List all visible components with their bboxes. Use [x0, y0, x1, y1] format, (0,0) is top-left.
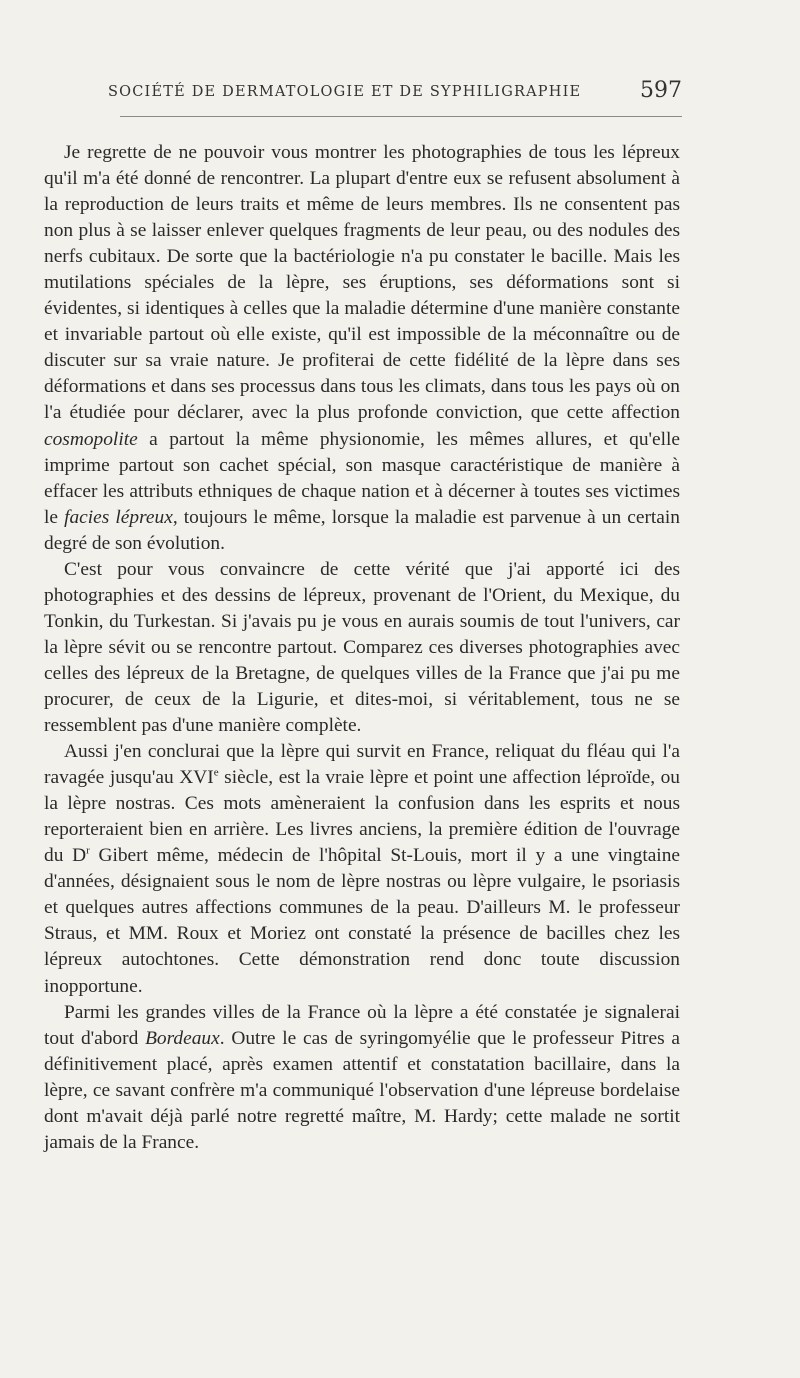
body-text	[44, 140, 680, 1156]
paragraph-4	[44, 1000, 680, 1156]
page-number: 597	[640, 78, 682, 103]
paragraph-4-text-2: . Outre le cas de syringomyélie que le professeur Pitres a définitivement placé, après examen attentif et constatation bacillaire, dans la lèpre, ce savant confrère m'a communiqué l'observation d'une lépreuse bordelaise dont m'avait déjà parlé notre regretté maître, M. Hardy; cette malade ne sortit jamais de la France.	[44, 1027, 681, 1153]
paragraph-3-text-3: Gibert même, médecin de l'hôpital St-Louis, mort il y a une vingtaine d'années, désignaient sous le nom de lèpre nostras ou lèpre vulgaire, le psoriasis et quelques autres affections communes de la peau. D'ailleurs M. le professeur Straus, et MM. Roux et Moriez ont constaté la présence de bacilles chez les lépreux autochtones. Cette démonstration rend donc toute discussion inopportune.	[44, 845, 680, 997]
paragraph-1-text-1: Je regrette de ne pouvoir vous montrer les photographies de tous les lépreux qu'il m'a été donné de rencontrer. La plupart d'entre eux se refusent absolument à la reproduction de leurs traits et même de leurs membres. Ils ne consentent pas non plus à se laisser enlever quelques fragments de leur peau, ou des nodules des nerfs cubitaux. De sorte que la bactériologie n'a pu constater le bacille. Mais les mutilations spéciales de la lèpre, ses éruptions, ses déformations sont si évidentes, si identiques à celles que la maladie détermine d'une manière constante et invariable partout où elle existe, qu'il est impossible de la méconnaître ou de discuter sur sa vraie nature. Je profiterai de cette fidélité de la lèpre dans ses déformations et dans ses processus dans tous les climats, dans tous les pays où on l'a étudiée pour déclarer, avec la plus profonde conviction, que cette affection	[44, 142, 680, 424]
paragraph-1-italic-cosmopolite: cosmopolite	[44, 428, 138, 450]
paragraph-3-sup-2: r	[86, 844, 90, 857]
running-title: SOCIÉTÉ DE DERMATOLOGIE ET DE SYPHILIGRAPHIE	[108, 84, 582, 100]
paragraph-1-text-2: a partout la même physionomie, les mêmes allures, et qu'elle imprime partout son cachet spécial, son masque caractéristique de manière à effacer les attributs ethniques de chaque nation et à décerner à toutes ses victimes le	[44, 428, 680, 528]
paragraph-2-text-1: C'est pour vous convaincre de cette vérité que j'ai apporté ici des photographies et des dessins de lépreux, provenant de l'Orient, du Mexique, du Tonkin, du Turkestan. Si j'avais pu je vous en aurais soumis de tout l'univers, car la lèpre sévit ou se rencontre partout. Comparez ces diverses photographies avec celles des lépreux de la Bretagne, de quelques villes de la France que j'ai pu me procurer, de ceux de la Ligurie, et dites-moi, si véritablement, tous ne se ressemblent pas d'une manière complète.	[44, 558, 680, 737]
paragraph-2	[44, 557, 680, 739]
page-header	[108, 78, 682, 108]
paragraph-3-sup-1: e	[213, 766, 219, 779]
paragraph-1-italic-facies: facies lépreux	[64, 506, 173, 528]
paragraph-4-italic-bordeaux: Bordeaux	[145, 1027, 220, 1049]
paragraph-1	[44, 140, 680, 557]
paragraph-3-text-2: siècle, est la vraie lèpre et point une affection léproïde, ou la lèpre nostras. Ces mots amèneraient la confusion dans les esprits et nous reporteraient bien en arrière. Les livres anciens, la première édition de l'ouvrage du D	[44, 767, 680, 867]
header-rule	[120, 116, 682, 117]
paragraph-4-text-1: Parmi les grandes villes de la France où la lèpre a été constatée je signalerai tout d'abord	[44, 1001, 680, 1049]
paragraph-1-text-3: , toujours le même, lorsque la maladie est parvenue à un certain degré de son évolution.	[44, 506, 681, 554]
paragraph-3	[44, 739, 680, 999]
paragraph-3-text-1: Aussi j'en conclurai que la lèpre qui survit en France, reliquat du fléau qui l'a ravagée jusqu'au XVI	[44, 741, 680, 789]
